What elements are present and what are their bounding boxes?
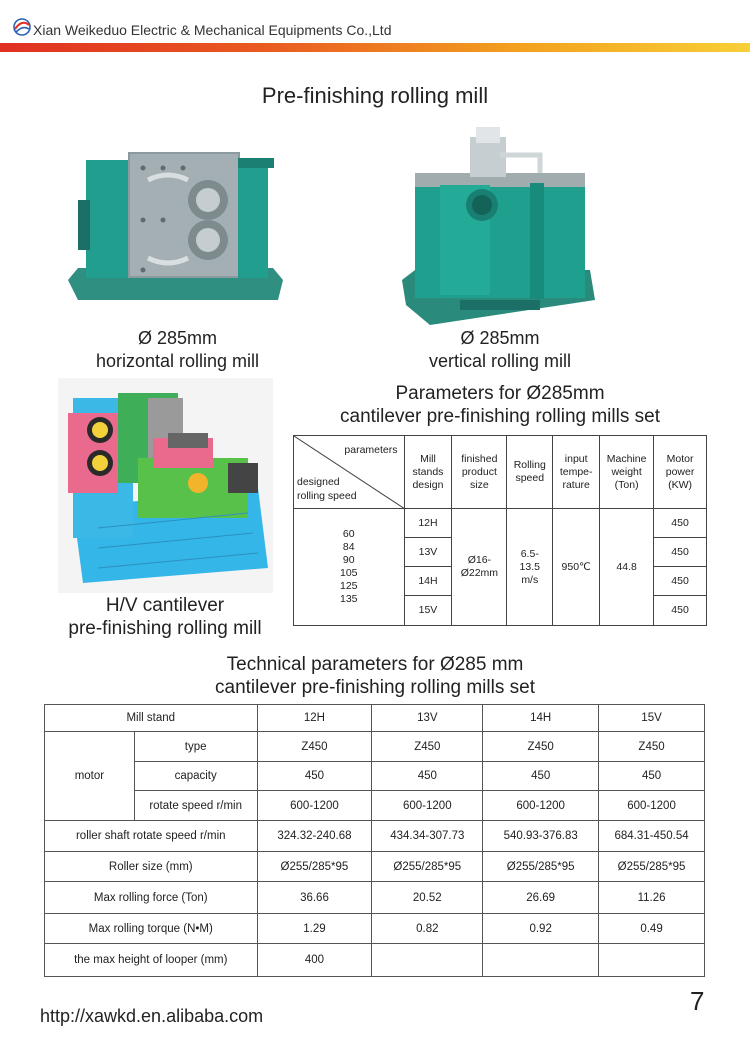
header-motor-power: Motor power (KW) xyxy=(654,436,707,509)
footer-url[interactable]: http://xawkd.en.alibaba.com xyxy=(40,1006,264,1026)
shaft-speed-cell: 324.32-240.68 xyxy=(257,821,372,852)
rolling-force-cell: 26.69 xyxy=(483,882,599,914)
cantilever-mill-render xyxy=(58,378,273,593)
diag-label-top: parameters xyxy=(344,444,398,456)
horizontal-mill-photo xyxy=(68,140,288,312)
roller-size-label: Roller size (mm) xyxy=(45,852,258,882)
params-table xyxy=(293,435,707,626)
type-cell: Z450 xyxy=(257,732,372,762)
vertical-mill-caption: vertical rolling mill xyxy=(428,351,572,371)
rolling-force-label: Max rolling force (Ton) xyxy=(45,882,258,914)
machine-weight-cell: 44.8 xyxy=(600,509,654,626)
rolling-force-cell: 11.26 xyxy=(599,882,705,914)
empty-cell xyxy=(483,944,599,977)
rolling-torque-cell: 1.29 xyxy=(257,914,372,944)
header-product-size: finished product size xyxy=(452,436,507,509)
shaft-speed-cell: 684.31-450.54 xyxy=(599,821,705,852)
stand-cell: 13V xyxy=(404,538,452,567)
type-cell: Z450 xyxy=(483,732,599,762)
stand-header: 14H xyxy=(483,705,599,732)
rotate-speed-cell: 600-1200 xyxy=(372,791,483,821)
shaft-speed-cell: 434.34-307.73 xyxy=(372,821,483,852)
page-title: Pre-finishing rolling mill xyxy=(261,83,489,108)
tech-title-1: Technical parameters for Ø285 mm xyxy=(226,654,524,675)
company-logo-icon xyxy=(12,17,32,37)
tech-title-2: cantilever pre-finishing rolling mills set xyxy=(215,677,535,698)
vertical-mill-photo xyxy=(400,125,600,330)
product-size-cell: Ø16- Ø22mm xyxy=(452,509,507,626)
rotate-speed-cell: 600-1200 xyxy=(257,791,372,821)
rolling-torque-cell: 0.82 xyxy=(372,914,483,944)
diag-label-bottom1: designed xyxy=(297,476,340,488)
type-label: type xyxy=(134,732,257,762)
capacity-cell: 450 xyxy=(483,762,599,791)
looper-height-label: the max height of looper (mm) xyxy=(45,944,258,977)
params-title-1: Parameters for Ø285mm xyxy=(395,383,605,404)
cantilever-caption-2: pre-finishing rolling mill xyxy=(68,618,262,639)
shaft-speed-label: roller shaft rotate speed r/min xyxy=(45,821,258,852)
rolling-speed-cell: 6.5- 13.5 m/s xyxy=(507,509,553,626)
motor-power-cell: 450 xyxy=(654,567,707,596)
horizontal-mill-caption: horizontal rolling mill xyxy=(95,351,260,371)
rolling-torque-cell: 0.92 xyxy=(483,914,599,944)
roller-size-cell: Ø255/285*95 xyxy=(483,852,599,882)
empty-cell xyxy=(372,944,483,977)
company-name: Xian Weikeduo Electric & Mechanical Equipments Co.,Ltd xyxy=(33,22,392,38)
mill-stand-label: Mill stand xyxy=(45,705,258,732)
empty-cell xyxy=(599,944,705,977)
looper-height-cell: 400 xyxy=(257,944,372,977)
header-rolling-speed: Rolling speed xyxy=(507,436,553,509)
capacity-label: capacity xyxy=(134,762,257,791)
capacity-cell: 450 xyxy=(257,762,372,791)
roller-size-cell: Ø255/285*95 xyxy=(599,852,705,882)
horizontal-mill-size: Ø 285mm xyxy=(137,328,218,348)
header-machine-weight: Machine weight (Ton) xyxy=(600,436,654,509)
params-diagonal-header xyxy=(294,436,405,509)
stand-header: 12H xyxy=(257,705,372,732)
header-input-temp: input tempe- rature xyxy=(553,436,600,509)
params-title-2: cantilever pre-finishing rolling mills set xyxy=(340,406,660,427)
shaft-speed-cell: 540.93-376.83 xyxy=(483,821,599,852)
rotate-speed-cell: 600-1200 xyxy=(483,791,599,821)
type-cell: Z450 xyxy=(599,732,705,762)
stand-header: 13V xyxy=(372,705,483,732)
capacity-cell: 450 xyxy=(372,762,483,791)
rolling-torque-cell: 0.49 xyxy=(599,914,705,944)
header-mill-stands: Mill stands design xyxy=(404,436,452,509)
stand-cell: 12H xyxy=(404,509,452,538)
rolling-force-cell: 20.52 xyxy=(372,882,483,914)
rolling-force-cell: 36.66 xyxy=(257,882,372,914)
stand-header: 15V xyxy=(599,705,705,732)
designed-speeds-cell: 60 84 90 105 125 135 xyxy=(294,509,405,626)
roller-size-cell: Ø255/285*95 xyxy=(257,852,372,882)
roller-size-cell: Ø255/285*95 xyxy=(372,852,483,882)
header-color-bar xyxy=(0,43,750,52)
stand-cell: 15V xyxy=(404,596,452,626)
page-number: 7 xyxy=(690,986,705,1016)
type-cell: Z450 xyxy=(372,732,483,762)
cantilever-caption-1: H/V cantilever xyxy=(105,595,225,616)
rotate-speed-label: rotate speed r/min xyxy=(134,791,257,821)
input-temp-cell: 950℃ xyxy=(553,509,600,626)
vertical-mill-size: Ø 285mm xyxy=(460,328,540,348)
stand-cell: 14H xyxy=(404,567,452,596)
diag-label-bottom2: rolling speed xyxy=(297,490,357,502)
rolling-torque-label: Max rolling torque (N•M) xyxy=(45,914,258,944)
motor-power-cell: 450 xyxy=(654,538,707,567)
motor-power-cell: 450 xyxy=(654,596,707,626)
capacity-cell: 450 xyxy=(599,762,705,791)
rotate-speed-cell: 600-1200 xyxy=(599,791,705,821)
motor-power-cell: 450 xyxy=(654,509,707,538)
motor-label: motor xyxy=(45,732,135,821)
tech-table xyxy=(44,704,705,977)
